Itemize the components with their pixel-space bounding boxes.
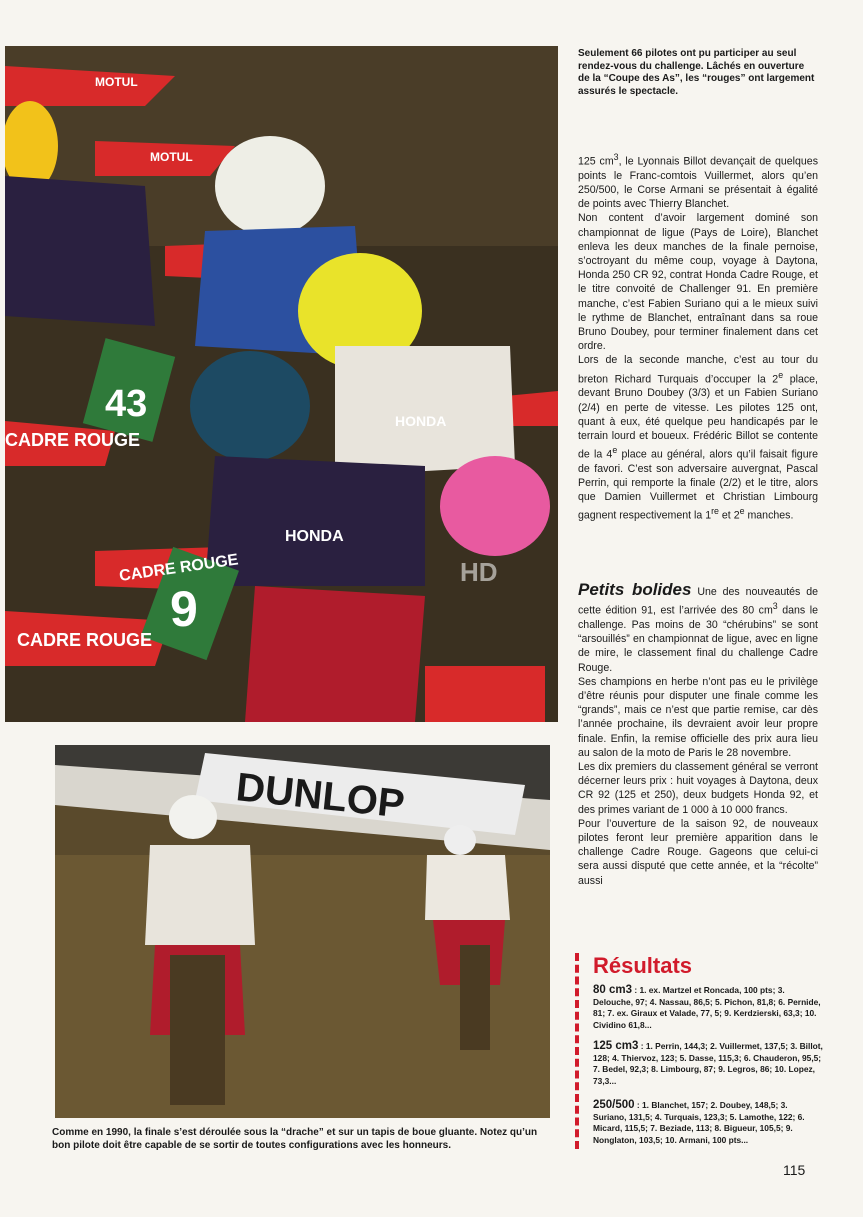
results-250-500: 250/500 : 1. Blanchet, 157; 2. Doubey, 148,5; 3. Suriano, 131,5; 4. Turquais, 123,3; 5. Lamothe, 122; 6. Micard, 115,5; 7. Beziade, 113; 8. Bigueur, 105,5; 9. Nonglaton, 103,5; 10. Armani, 100 pts... <box>593 1099 805 1145</box>
page-number: 115 <box>783 1162 806 1178</box>
results-box <box>575 953 824 1149</box>
plate-number-9: 9 <box>170 581 198 637</box>
mud-race-photo <box>55 745 550 1118</box>
section-subhead: Petits bolides <box>578 580 692 599</box>
fender-sponsor-2: MOTUL <box>150 150 193 164</box>
article-paragraph: 125 $cm^3$, le Lyonnais Billot devançait de quelques points le Franc-comtois Vuillermet, alors qu’en 250/500, le Corse Armani se présentait à égalité de points avec Thierry Blanchet. <box>578 152 818 211</box>
fender-text-3: CADRE ROUGE <box>17 630 153 650</box>
results-125cc: 125 cm3 : 1. Perrin, 144,3; 2. Vuillermet, 137,5; 3. Billot, 128; 4. Thiervoz, 123; 5. Dasse, 115,3; 6. Chauderon, 95,5; 7. Bedel, 92,3; 8. Limbourg, 87; 9. Legros, 86; 10. Lopez, 73,3... <box>593 1040 823 1086</box>
fender-text-2: CADRE ROUGE <box>118 551 240 585</box>
fender-sponsor-1: MOTUL <box>95 75 138 89</box>
article-paragraph: Lors de la seconde manche, c’est au tour du breton Richard Turquais d’occuper la 2e place, devant Bruno Doubey (3/3) et un Fabien Suriano (2/4) en perte de vitesse. Les pilotes 125 ont, quant à eux, été quelque peu handicapés par le terrain lourd et boueux. Frédéric Billot se contente de la 4e place au général, alors qu’il faisait figure de favori. C’est son adversaire auvergnat, Pascal Perrin, qui remporte la finale (2/2) et le titre, alors que Damien Vuillermet et Christian Limbourg gagnent respectivement la 1re et 2e manches. <box>578 354 818 522</box>
article-paragraph: Ses champions en herbe n’ont pas eu le privilège d’être réunis pour disputer une finale comme les “grands”, mais ce n’est que partie remise, car dès l’année prochaine, ils devraient avoir leur propre finale. Enfin, la remise officielle des prix aura lieu au salon de la moto de Paris le 28 novembre. <box>578 675 818 759</box>
plate-number-43: 43 <box>105 383 148 425</box>
article-column-top <box>578 150 818 523</box>
jersey-brand-1: HONDA <box>285 528 344 545</box>
dunlop-banner: DUNLOP <box>234 765 407 827</box>
article-paragraph: Les dix premiers du classement général se verront décerner leurs prix : huit voyages à Daytona, deux CR 92 (125 et 250), deux budgets Honda 92, et des primes variant de 1 000 à 10 000 francs. <box>578 760 818 816</box>
article-paragraph: Pour l’ouverture de la saison 92, de nouveaux pilotes feront leur première apparition dans le challenge Cadre Rouge. Gageons que celui-ci sera aussi disputé que cette année, et la “récolte” aussi <box>578 817 818 887</box>
results-title: Résultats <box>593 953 693 978</box>
caption-top: Seulement 66 pilotes ont pu participer au seul rendez-vous du challenge. Lâchés en ouverture de la “Coupe des As”, les “rouges” ont largement assurés le spectacle. <box>578 48 815 97</box>
results-80cc: 80 cm3 : 1. ex. Martzel et Roncada, 100 pts; 3. Delouche, 97; 4. Nassau, 86,5; 5. Pichon, 81,8; 6. Pernide, 81; 7. ex. Giraux et Valade, 77, 5; 9. Kerdzierski, 63,3; 10. Cividino 61,8... <box>593 984 821 1030</box>
fender-text-1: CADRE ROUGE <box>5 430 141 450</box>
jersey-brand-2: HONDA <box>395 413 447 429</box>
article-column-bottom <box>578 580 818 888</box>
watermark: HD <box>460 557 498 587</box>
caption-bottom: Comme en 1990, la finale s’est déroulée sous la “drache” et sur un tapis de boue gluante. Notez qu’un bon pilote doit être capable de se sortir de toutes configurations avec les honneurs. <box>52 1127 538 1151</box>
motocross-start-photo <box>5 46 558 722</box>
article-paragraph: Non content d’avoir largement dominé son championnat de ligue (Pays de Loire), Blanchet enleva les deux manches de la finale pernoise, s’octroyant du même coup, voyage à Daytona, Honda 250 CR 92, contrat Honda Cadre Rouge, et le titre convoité de Challenger 91. En première manche, c’est Fabien Suriano qui a le mieux suivi le rythme de Blanchet, entraînant dans sa roue Bruno Doubey, pour terminer finalement dans cet ordre. <box>578 212 818 353</box>
article-paragraph: Petits bolides Une des nouveautés de cette édition 91, est l’arrivée des 80 $cm^3$ dans le challenge. Pas moins de 30 “chérubins” se sont “arsouillés” en championnat de ligue, avec en ligne de mire, le classement final du challenge Cadre Rouge. <box>578 580 818 674</box>
